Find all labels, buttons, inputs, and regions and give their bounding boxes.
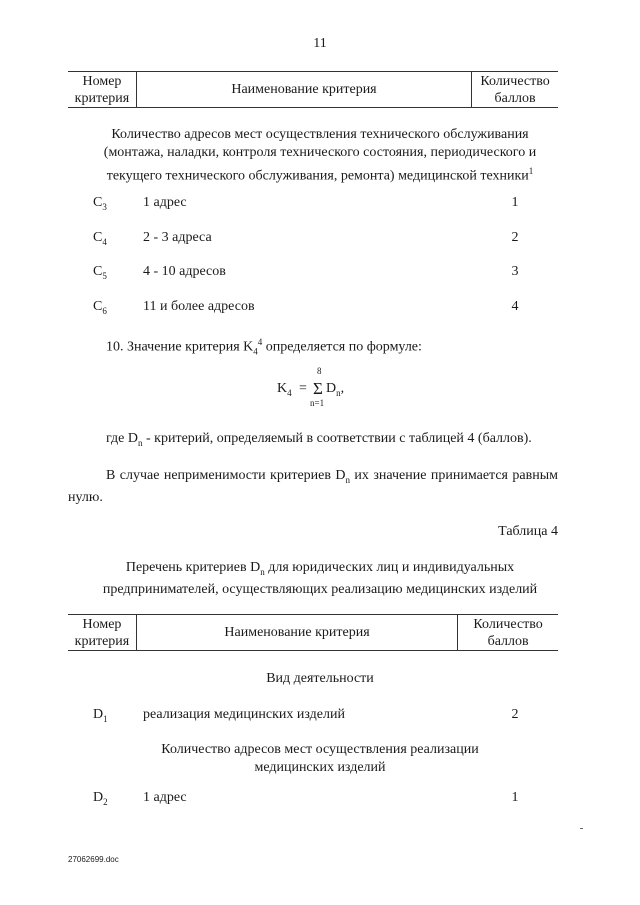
criterion-code-c5: $C_5$	[93, 264, 107, 281]
clause-10: 10. Значение критерия $K_4^4$ определяется по формуле:	[106, 337, 422, 357]
zero-paragraph: В случае неприменимости критериев $D_n$ их значение принимается равным нулю.	[68, 468, 558, 505]
formula-k4: $K_4$ = 8 Σ n=1 $D_n$,	[277, 366, 345, 408]
section2-heading: Вид деятельности	[266, 671, 374, 686]
scan-mark	[580, 828, 583, 829]
criterion-score: 2	[511, 230, 519, 245]
criterion-score: 1	[511, 195, 519, 210]
criterion-code-c3: $C_3$	[93, 195, 107, 212]
page-number: 11	[313, 36, 327, 51]
criterion-score: 3	[511, 264, 519, 279]
criterion-name: 1 адрес	[143, 790, 187, 805]
sigma-symbol: Σ	[313, 379, 323, 398]
criterion-code-c4: $C_4$	[93, 230, 107, 247]
section1-title: Количество адресов мест осуществления технического обслуживания (монтажа, наладки, контроля технического состояния, периодического и текущего технического обслуживания, ремонта) медицинской техники$^1$	[103, 127, 537, 184]
criteria-table-header-1	[68, 71, 558, 108]
header-col-score: Количество баллов	[472, 72, 558, 108]
criteria-table-header-2	[68, 614, 558, 651]
where-paragraph: где $D_n$ - критерий, определяемый в соответствии с таблицей 4 (баллов).	[106, 431, 532, 448]
header-col-number: Номер критерия	[68, 72, 136, 108]
header-col-name: Наименование критерия	[136, 615, 457, 651]
criterion-score: 2	[511, 707, 519, 722]
header-col-number: Номер критерия	[68, 615, 136, 651]
criterion-score: 4	[511, 299, 519, 314]
criterion-code-c6: $C_6$	[93, 299, 107, 316]
section3-heading: Количество адресов мест осуществления реализации медицинских изделий	[161, 742, 479, 775]
header-col-name: Наименование критерия	[136, 72, 471, 108]
criterion-name: реализация медицинских изделий	[143, 707, 345, 722]
criterion-code-d1: $D_1$	[93, 707, 108, 724]
header-col-score: Количество баллов	[458, 615, 558, 651]
criterion-name: 11 и более адресов	[143, 299, 255, 314]
criterion-score: 1	[511, 790, 519, 805]
table4-label: Таблица 4	[498, 524, 558, 539]
footer-filename: 27062699.doc	[68, 855, 119, 864]
table4-title: Перечень критериев $D_n$ для юридических лиц и индивидуальных предпринимателей, осуществляющих реализацию медицинских изделий	[102, 560, 538, 597]
criterion-name: 1 адрес	[143, 195, 187, 210]
criterion-name: 4 - 10 адресов	[143, 264, 226, 279]
criterion-code-d2: $D_2$	[93, 790, 108, 807]
criterion-name: 2 - 3 адреса	[143, 230, 212, 245]
